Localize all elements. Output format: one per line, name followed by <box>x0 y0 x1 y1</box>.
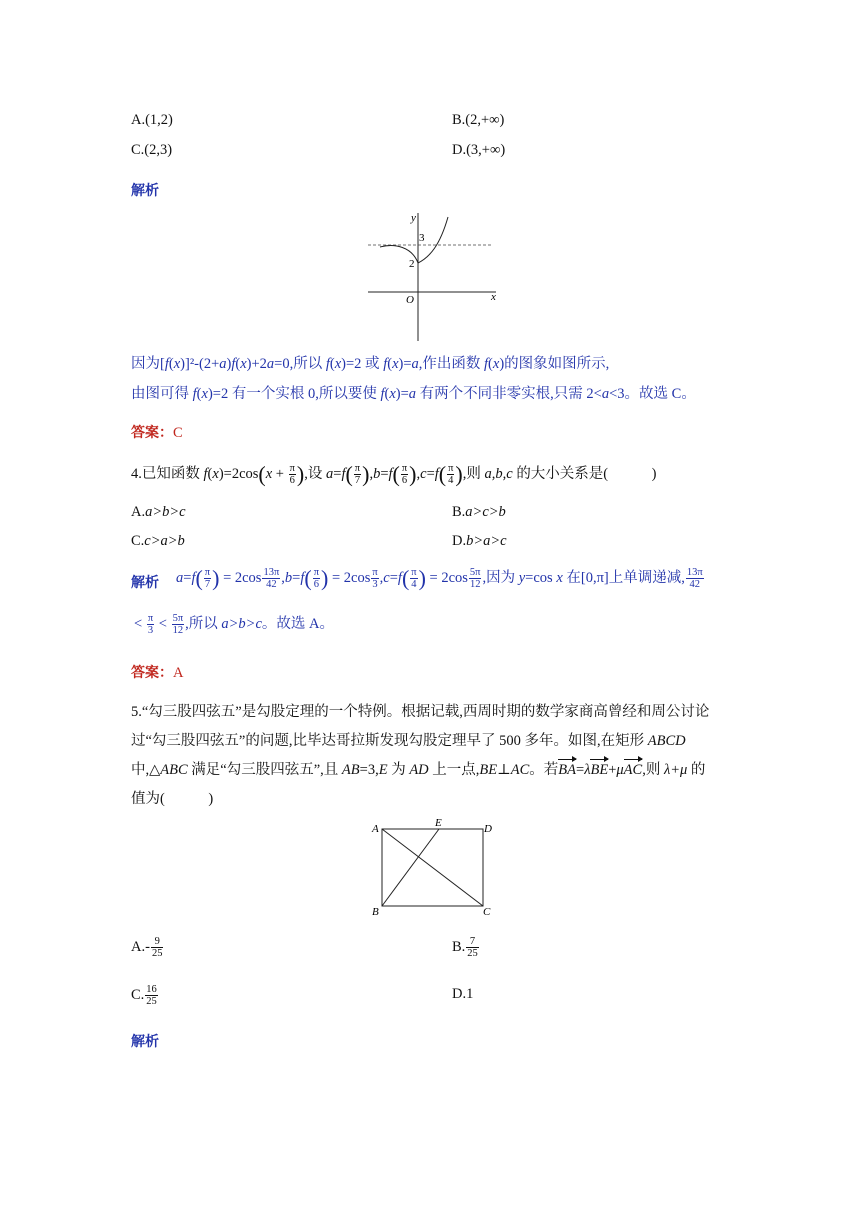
q4-option-b: B.a>c>b <box>452 504 506 520</box>
figure-label-c: C <box>483 906 491 918</box>
graph-x-label: x <box>491 291 496 303</box>
figure-label-b: B <box>372 906 379 918</box>
graph-y-label: y <box>411 212 416 224</box>
q3-option-b: B.(2,+∞) <box>452 112 505 128</box>
vector-ba: BA <box>558 762 577 778</box>
q5-option-b: B. $\frac{7}{25}$ <box>452 936 478 959</box>
q3-solution-line-1: 因为[f(x)]²-(2+a)f(x)+2a=0,所以 f(x)=2 或 f(x)=a,作出函数 f(x)的图象如图所示, <box>131 356 610 372</box>
q3-solution-line-2: 由图可得 f(x)=2 有一个实根 0,所以要使 f(x)=a 有两个不同非零实根,只需 2<a<3。故选 C。 <box>131 386 696 402</box>
q5-stem-line-1: 5.“勾三股四弦五”是勾股定理的一个特例。根据记载,西周时期的数学家商高曾经和周公讨论 <box>131 704 710 720</box>
vector-ac: AC <box>623 762 643 778</box>
q4-stem: 4.已知函数 f(x)=2cos(x + $\frac{\pi}{6}$ ),设 a=f( $\frac{\pi}{7}$ ),b=f( $\frac{\pi}{6}$ ),c=f( $\frac{\pi}{4}$ ),则 a,b,c 的大小关系是( ) <box>131 461 657 487</box>
q4-option-c: C.c>a>b <box>131 533 185 549</box>
q3-function-graph <box>360 205 510 345</box>
figure-label-a: A <box>372 823 379 835</box>
q4-answer: 答案：A <box>131 665 184 681</box>
q3-answer: 答案：C <box>131 425 183 441</box>
q5-stem-line-4: 值为( ) <box>131 791 214 807</box>
q3-option-c: C.(2,3) <box>131 142 173 158</box>
q5-stem-line-3: 中,△ABC 满足“勾三股四弦五”,且 AB=3,E 为 AD 上一点,BE⊥AC。若BA=λBE+μAC,则 λ+μ 的 <box>131 762 706 778</box>
q4-solution-line-1: a=f( $\frac{\pi}{7}$ ) = 2cos $\frac{13\pi}{42}$ ,b=f( $\frac{\pi}{6}$ ) = 2cos $\frac{\pi}{3}$ ,c=f( $\frac{\pi}{4}$ ) = 2cos $\frac{5\pi}{12}$ ,因为 y=cos x 在[0,π]上单调递减, $\frac{13\pi}{42}$ <box>176 565 703 591</box>
q4-solution-line-2: < $\frac{\pi}{3}$ < $\frac{5\pi}{12}$ ,所以 a>b>c。故选 A。 <box>134 613 334 637</box>
q5-option-a: A.- $\frac{9}{25}$ <box>131 936 163 959</box>
vector-be: BE <box>590 762 609 778</box>
graph-tick-2: 2 <box>409 258 415 270</box>
q5-option-c: C. $\frac{16}{25}$ <box>131 984 157 1007</box>
q5-stem-line-2: 过“勾三股四弦五”的问题,比毕达哥拉斯发现勾股定理早了 500 多年。如图,在矩形 ABCD <box>131 733 686 749</box>
q3-option-a: A.(1,2) <box>131 112 173 128</box>
graph-origin-label: O <box>406 294 414 306</box>
figure-label-e: E <box>435 817 442 829</box>
q4-option-d: D.b>a>c <box>452 533 507 549</box>
q4-option-a: A.a>b>c <box>131 504 186 520</box>
q4-analysis-label: 解析 <box>131 575 159 591</box>
q3-option-d: D.(3,+∞) <box>452 142 506 158</box>
q5-rectangle-figure <box>365 815 505 920</box>
q3-analysis-label: 解析 <box>131 183 159 199</box>
figure-label-d: D <box>484 823 492 835</box>
graph-tick-3: 3 <box>419 232 425 244</box>
q5-analysis-label: 解析 <box>131 1034 159 1050</box>
q5-option-d: D.1 <box>452 986 474 1002</box>
